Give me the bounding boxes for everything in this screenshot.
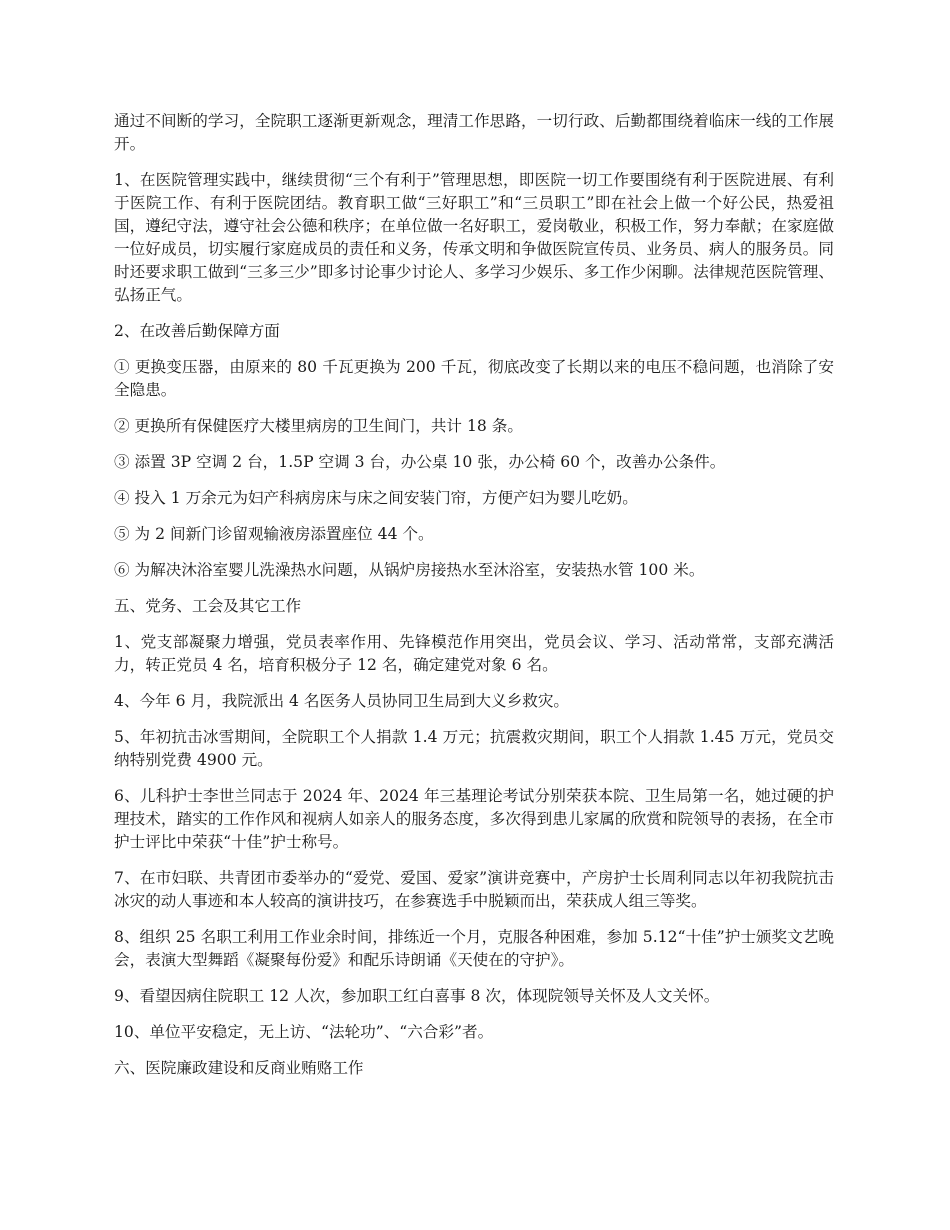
paragraph-performance: 8、组织 25 名职工利用工作业余时间，排练近一个月，克服各种困难，参加 5.12“十佳”护士颁奖文艺晚会，表演大型舞蹈《凝聚每份爱》和配乐诗朗诵《天使在的守护》。 <box>114 928 834 969</box>
paragraph-donations: 5、年初抗击冰雪期间，全院职工个人捐款 1.4 万元；抗震救灾期间，职工个人捐款 1.45 万元，党员交纳特别党费 4900 元。 <box>114 728 834 769</box>
document-body <box>114 110 834 1093</box>
list-item-transformer: ① 更换变压器，由原来的 80 千瓦更换为 200 千瓦，彻底改变了长期以来的电压不稳问题，也消除了安全隐患。 <box>114 358 834 399</box>
paragraph-disaster-relief: 4、今年 6 月，我院派出 4 名医务人员协同卫生局到大义乡救灾。 <box>114 692 570 710</box>
section-heading-integrity: 六、医院廉政建设和反商业贿赂工作 <box>114 1059 364 1077</box>
paragraph-speech-contest: 7、在市妇联、共青团市委举办的“爱党、爱国、爱家”演讲竞赛中，产房护士长周利同志以年初我院抗击冰灾的动人事迹和本人较高的演讲技巧，在参赛选手中脱颖而出，荣获成人组三等奖。 <box>114 869 834 910</box>
paragraph-intro: 通过不间断的学习，全院职工逐渐更新观念，理清工作思路，一切行政、后勤都围绕着临床一线的工作展开。 <box>114 112 834 153</box>
list-item-curtains: ④ 投入 1 万余元为妇产科病房床与床之间安装门帘，方便产妇为婴儿吃奶。 <box>114 489 638 507</box>
list-item-doors: ② 更换所有保健医疗大楼里病房的卫生间门，共计 18 条。 <box>114 417 523 435</box>
paragraph-stability: 10、单位平安稳定，无上访、“法轮功”、“六合彩”者。 <box>114 1023 494 1041</box>
paragraph-management: 1、在医院管理实践中，继续贯彻“三个有利于”管理思想，即医院一切工作要围绕有利于医院进展、有利于医院工作、有利于医院团结。教育职工做“三好职工”和“三员职工”即在社会上做一个好公民，热爱祖国，遵纪守法，遵守社会公德和秩序；在单位做一名好职工，爱岗敬业，积极工作，努力奉献；在家庭做一位好成员，切实履行家庭成员的责任和义务，传承文明和争做医院宣传员、业务员、病人的服务员。同时还要求职工做到“三多三少”即多讨论事少讨论人、多学习少娱乐、多工作少闲聊。法律规范医院管理、弘扬正气。 <box>114 171 834 304</box>
paragraph-care-visits: 9、看望因病住院职工 12 人次，参加职工红白喜事 8 次，体现院领导关怀及人文关怀。 <box>114 987 720 1005</box>
paragraph-party-branch: 1、党支部凝聚力增强，党员表率作用、先锋模范作用突出，党员会议、学习、活动常常，支部充满活力，转正党员 4 名，培育积极分子 12 名，确定建党对象 6 名。 <box>114 633 834 674</box>
list-item-air-conditioners: ③ 添置 3P 空调 2 台，1.5P 空调 3 台，办公桌 10 张，办公椅 60 个，改善办公条件。 <box>114 453 726 471</box>
paragraph-nurse-award: 6、儿科护士李世兰同志于 2024 年、2024 年三基理论考试分别荣获本院、卫生局第一名，她过硬的护理技术，踏实的工作作风和视病人如亲人的服务态度，多次得到患儿家属的欣赏和院领导的表扬，在全市护士评比中荣获“十佳”护士称号。 <box>114 787 834 851</box>
section-heading-party-work: 五、党务、工会及其它工作 <box>114 597 302 615</box>
paragraph-logistics-heading: 2、在改善后勤保障方面 <box>114 322 280 340</box>
list-item-hot-water: ⑥ 为解决沐浴室婴儿洗澡热水问题，从锅炉房接热水至沐浴室，安装热水管 100 米。 <box>114 561 705 579</box>
list-item-seats: ⑤ 为 2 间新门诊留观输液房添置座位 44 个。 <box>114 525 434 543</box>
